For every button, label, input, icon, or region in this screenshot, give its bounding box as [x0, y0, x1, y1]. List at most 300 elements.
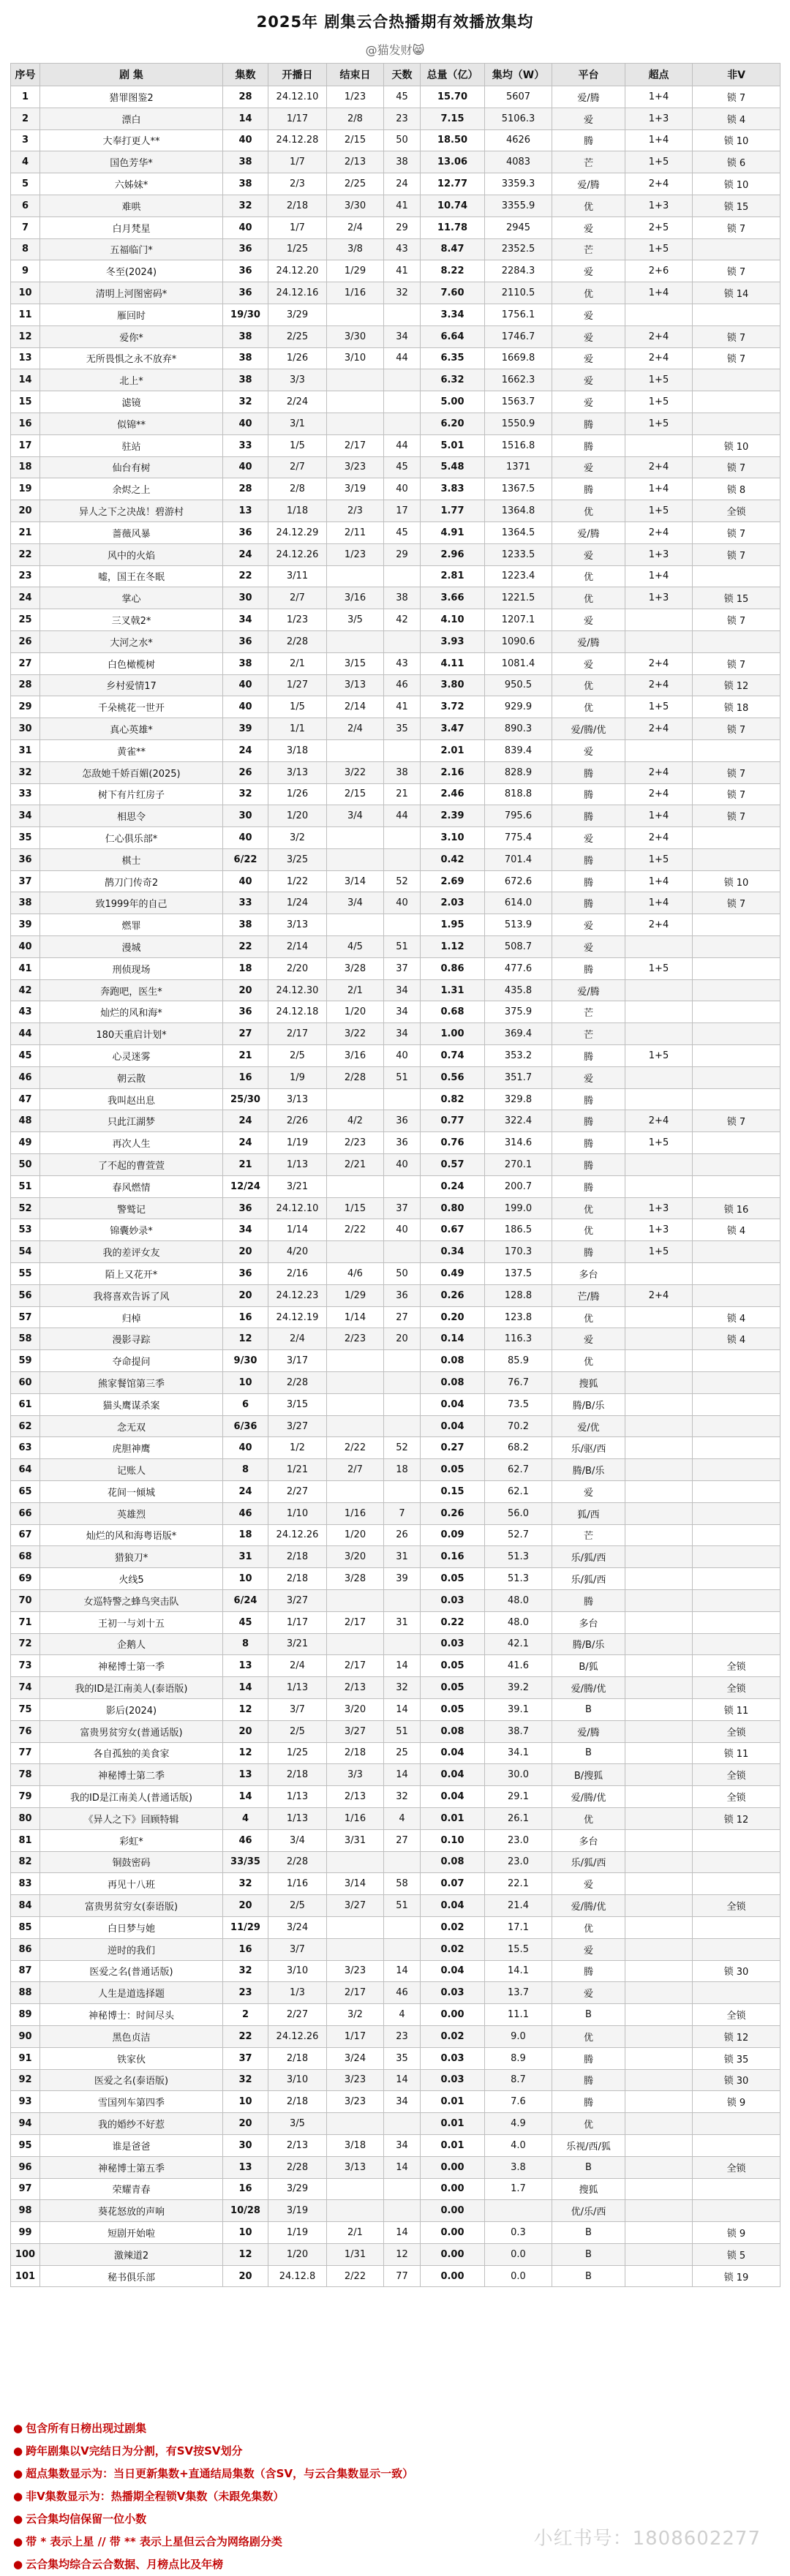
- cell-col-total: 10.74: [421, 195, 485, 216]
- table-row: [11, 848, 780, 870]
- cell-col-title: 树下有片红房子: [40, 783, 223, 805]
- cell-col-super: [625, 1742, 693, 1764]
- cell-col-index: 21: [11, 521, 40, 543]
- cell-col-episodes: 18: [223, 957, 268, 979]
- cell-col-super: 1+4: [625, 565, 693, 587]
- table-row: [11, 1873, 780, 1895]
- cell-col-platform: 爱/腾: [552, 630, 625, 652]
- cell-col-avg: 23.0: [485, 1829, 552, 1851]
- cell-col-total: 0.08: [421, 1372, 485, 1394]
- cell-col-start-date: 24.12.28: [268, 129, 327, 151]
- cell-col-platform: 优: [552, 1219, 625, 1241]
- cell-col-episodes: 32: [223, 2069, 268, 2091]
- cell-col-super: [625, 1393, 693, 1415]
- cell-col-end-date: 2/23: [327, 1132, 384, 1154]
- cell-col-episodes: 14: [223, 108, 268, 129]
- cell-col-index: 53: [11, 1219, 40, 1241]
- cell-col-end-date: 2/8: [327, 108, 384, 129]
- cell-col-episodes: 36: [223, 521, 268, 543]
- note-text: 超点集数显示为：当日更新集数+直通结局集数（含SV，与云合集数显示一致）: [26, 2467, 414, 2480]
- cell-col-total: 0.05: [421, 1568, 485, 1590]
- cell-col-start-date: 2/24: [268, 391, 327, 413]
- cell-col-avg: 1516.8: [485, 434, 552, 456]
- cell-col-start-date: 2/14: [268, 936, 327, 958]
- cell-col-avg: 508.7: [485, 936, 552, 958]
- cell-col-index: 56: [11, 1284, 40, 1306]
- cell-col-total: 2.01: [421, 739, 485, 761]
- cell-col-title: 致1999年的自己: [40, 892, 223, 914]
- cell-col-total: 0.00: [421, 2178, 485, 2200]
- cell-col-platform: 爱: [552, 1066, 625, 1088]
- cell-col-start-date: 2/26: [268, 1110, 327, 1132]
- table-row: [11, 1284, 780, 1306]
- cell-col-index: 3: [11, 129, 40, 151]
- cell-col-episodes: 14: [223, 1677, 268, 1699]
- cell-col-episodes: 20: [223, 1284, 268, 1306]
- cell-col-title: 女巡特警之蜂鸟突击队: [40, 1589, 223, 1611]
- cell-col-avg: 614.0: [485, 892, 552, 914]
- cell-col-total: 2.16: [421, 761, 485, 783]
- cell-col-title: 了不起的曹萱萱: [40, 1154, 223, 1176]
- cell-col-total: 2.39: [421, 805, 485, 827]
- cell-col-super: [625, 1960, 693, 1982]
- cell-col-start-date: 2/7: [268, 587, 327, 609]
- cell-col-end-date: 3/27: [327, 1895, 384, 1917]
- cell-col-total: 0.03: [421, 2047, 485, 2069]
- cell-col-title: 彩虹*: [40, 1829, 223, 1851]
- cell-col-super: 1+5: [625, 1241, 693, 1263]
- table-row: [11, 86, 780, 108]
- cell-col-super: [625, 609, 693, 631]
- cell-col-days: 23: [384, 108, 421, 129]
- cell-col-days: 37: [384, 1197, 421, 1219]
- cell-col-nonv: [693, 2178, 780, 2200]
- cell-col-total: 3.93: [421, 630, 485, 652]
- cell-col-super: [625, 2178, 693, 2200]
- cell-col-total: 0.22: [421, 1611, 485, 1633]
- cell-col-nonv: [693, 2134, 780, 2156]
- cell-col-nonv: [693, 1175, 780, 1197]
- table-row: [11, 1459, 780, 1481]
- cell-col-start-date: 1/18: [268, 500, 327, 522]
- cell-col-end-date: [327, 1350, 384, 1372]
- table-row: [11, 108, 780, 129]
- cell-col-days: 41: [384, 260, 421, 282]
- cell-col-end-date: 1/31: [327, 2243, 384, 2265]
- cell-col-end-date: 2/3: [327, 500, 384, 522]
- cell-col-index: 93: [11, 2091, 40, 2113]
- cell-col-days: [384, 1481, 421, 1503]
- cell-col-episodes: 32: [223, 195, 268, 216]
- cell-col-index: 51: [11, 1175, 40, 1197]
- cell-col-title: 难哄: [40, 195, 223, 216]
- cell-col-super: 2+4: [625, 1284, 693, 1306]
- cell-col-days: 50: [384, 129, 421, 151]
- cell-col-end-date: [327, 630, 384, 652]
- cell-col-platform: 腾: [552, 2047, 625, 2069]
- cell-col-start-date: 1/17: [268, 1611, 327, 1633]
- cell-col-platform: 爱/腾: [552, 979, 625, 1001]
- cell-col-episodes: 38: [223, 325, 268, 347]
- cell-col-index: 71: [11, 1611, 40, 1633]
- cell-col-title: 五福临门*: [40, 238, 223, 260]
- cell-col-total: 0.68: [421, 1001, 485, 1023]
- cell-col-nonv: [693, 1568, 780, 1590]
- cell-col-episodes: 8: [223, 1633, 268, 1655]
- cell-col-index: 76: [11, 1720, 40, 1742]
- cell-col-end-date: 3/23: [327, 1960, 384, 1982]
- cell-col-index: 68: [11, 1546, 40, 1568]
- cell-col-nonv: [693, 238, 780, 260]
- cell-col-nonv: 锁 12: [693, 2025, 780, 2047]
- cell-col-super: [625, 2047, 693, 2069]
- cell-col-avg: 38.7: [485, 1720, 552, 1742]
- cell-col-avg: 26.1: [485, 1807, 552, 1829]
- cell-col-end-date: 1/14: [327, 1306, 384, 1328]
- note-item: [13, 2417, 774, 2440]
- cell-col-total: 0.04: [421, 1895, 485, 1917]
- table-row: [11, 892, 780, 914]
- cell-col-start-date: 2/18: [268, 1546, 327, 1568]
- cell-col-episodes: 24: [223, 1481, 268, 1503]
- cell-col-avg: 39.2: [485, 1677, 552, 1699]
- cell-col-days: 51: [384, 1066, 421, 1088]
- cell-col-platform: 优: [552, 696, 625, 718]
- cell-col-super: 1+5: [625, 848, 693, 870]
- cell-col-start-date: 3/15: [268, 1393, 327, 1415]
- cell-col-total: 4.11: [421, 652, 485, 674]
- cell-col-title: 漫影寻踪: [40, 1328, 223, 1350]
- table-row: [11, 696, 780, 718]
- cell-col-platform: 爱: [552, 347, 625, 369]
- cell-col-index: 48: [11, 1110, 40, 1132]
- bullet-icon: ●: [13, 2467, 23, 2480]
- cell-col-platform: 芒: [552, 238, 625, 260]
- cell-col-total: 6.20: [421, 413, 485, 434]
- cell-col-start-date: 2/13: [268, 2134, 327, 2156]
- cell-col-start-date: 3/13: [268, 1088, 327, 1110]
- cell-col-nonv: [693, 1023, 780, 1045]
- cell-col-platform: 爱: [552, 652, 625, 674]
- cell-col-index: 41: [11, 957, 40, 979]
- cell-col-avg: 929.9: [485, 696, 552, 718]
- cell-col-start-date: 3/24: [268, 1916, 327, 1938]
- cell-col-platform: 芒: [552, 151, 625, 173]
- cell-col-start-date: 1/22: [268, 870, 327, 892]
- cell-col-index: 83: [11, 1873, 40, 1895]
- cell-col-title: 记账人: [40, 1459, 223, 1481]
- cell-col-total: 3.83: [421, 478, 485, 500]
- cell-col-episodes: 36: [223, 630, 268, 652]
- cell-col-start-date: 1/26: [268, 347, 327, 369]
- cell-col-nonv: 锁 7: [693, 216, 780, 238]
- cell-col-start-date: 3/7: [268, 1938, 327, 1960]
- cell-col-end-date: 1/29: [327, 260, 384, 282]
- cell-col-nonv: 锁 7: [693, 456, 780, 478]
- cell-col-avg: 5607: [485, 86, 552, 108]
- cell-col-end-date: 3/23: [327, 456, 384, 478]
- cell-col-title: 企鹅人: [40, 1633, 223, 1655]
- cell-col-nonv: [693, 304, 780, 325]
- cell-col-avg: 4626: [485, 129, 552, 151]
- cell-col-nonv: 全锁: [693, 1895, 780, 1917]
- table-row: [11, 870, 780, 892]
- cell-col-start-date: 2/27: [268, 1481, 327, 1503]
- cell-col-platform: B: [552, 2156, 625, 2178]
- cell-col-end-date: 1/15: [327, 1197, 384, 1219]
- table-row: [11, 391, 780, 413]
- cell-col-platform: 腾: [552, 2069, 625, 2091]
- cell-col-days: 23: [384, 2025, 421, 2047]
- cell-col-total: 3.72: [421, 696, 485, 718]
- cell-col-episodes: 10: [223, 1372, 268, 1394]
- table-row: [11, 2004, 780, 2026]
- cell-col-end-date: 2/18: [327, 1742, 384, 1764]
- cell-col-days: 32: [384, 1786, 421, 1808]
- cell-col-start-date: 2/18: [268, 2091, 327, 2113]
- table-row: [11, 2047, 780, 2069]
- cell-col-total: 3.10: [421, 827, 485, 849]
- cell-col-end-date: [327, 413, 384, 434]
- cell-col-title: 白色橄榄树: [40, 652, 223, 674]
- cell-col-episodes: 33: [223, 892, 268, 914]
- cell-col-start-date: 1/7: [268, 216, 327, 238]
- cell-col-super: [625, 2091, 693, 2113]
- cell-col-platform: 爱/腾: [552, 1720, 625, 1742]
- cell-col-end-date: 2/15: [327, 783, 384, 805]
- cell-col-super: [625, 1786, 693, 1808]
- table-row: [11, 1742, 780, 1764]
- cell-col-avg: 21.4: [485, 1895, 552, 1917]
- cell-col-title: 白日梦与她: [40, 1916, 223, 1938]
- page-title: 2025年 剧集云合热播期有效播放集均: [256, 13, 534, 31]
- cell-col-episodes: 24: [223, 1110, 268, 1132]
- cell-col-index: 90: [11, 2025, 40, 2047]
- cell-col-nonv: 全锁: [693, 1764, 780, 1786]
- cell-col-super: 1+3: [625, 1197, 693, 1219]
- cell-col-nonv: 锁 7: [693, 805, 780, 827]
- cell-col-title: 警鹫记: [40, 1197, 223, 1219]
- cell-col-start-date: 24.12.26: [268, 543, 327, 565]
- cell-col-title: 富贵男贫穷女(普通话版): [40, 1720, 223, 1742]
- cell-col-platform: 腾: [552, 2091, 625, 2113]
- table-row: [11, 2134, 780, 2156]
- cell-col-title: 归棹: [40, 1306, 223, 1328]
- table-row: [11, 216, 780, 238]
- cell-col-start-date: 1/9: [268, 1066, 327, 1088]
- cell-col-index: 98: [11, 2200, 40, 2222]
- table-row: [11, 1241, 780, 1263]
- cell-col-platform: 爱: [552, 1982, 625, 2004]
- cell-col-end-date: 3/10: [327, 347, 384, 369]
- cell-col-start-date: 2/3: [268, 173, 327, 195]
- cell-col-end-date: 3/15: [327, 652, 384, 674]
- cell-col-episodes: 13: [223, 1764, 268, 1786]
- cell-col-super: 1+3: [625, 1219, 693, 1241]
- cell-col-total: 6.64: [421, 325, 485, 347]
- cell-col-avg: 1756.1: [485, 304, 552, 325]
- cell-col-nonv: [693, 1132, 780, 1154]
- cell-col-title: 猎狼刀*: [40, 1546, 223, 1568]
- cell-col-platform: 腾: [552, 1175, 625, 1197]
- cell-col-total: 0.10: [421, 1829, 485, 1851]
- cell-col-days: 14: [384, 2156, 421, 2178]
- cell-col-days: [384, 565, 421, 587]
- cell-col-super: 2+4: [625, 783, 693, 805]
- cell-col-platform: 优: [552, 282, 625, 304]
- cell-col-end-date: 3/16: [327, 587, 384, 609]
- cell-col-nonv: 锁 10: [693, 173, 780, 195]
- cell-col-end-date: [327, 827, 384, 849]
- cell-col-start-date: 1/13: [268, 1154, 327, 1176]
- cell-col-platform: 优: [552, 500, 625, 522]
- table-row: [11, 1960, 780, 1982]
- cell-col-avg: 4.9: [485, 2113, 552, 2135]
- cell-col-index: 101: [11, 2265, 40, 2287]
- cell-col-start-date: 3/1: [268, 413, 327, 434]
- cell-col-start-date: 3/4: [268, 1829, 327, 1851]
- cell-col-avg: 1662.3: [485, 369, 552, 391]
- cell-col-end-date: [327, 2178, 384, 2200]
- cell-col-end-date: [327, 1633, 384, 1655]
- cell-col-episodes: 38: [223, 914, 268, 936]
- header-col-episodes: 集数: [223, 64, 268, 86]
- cell-col-platform: 多台: [552, 1829, 625, 1851]
- header-col-start-date: 开播日: [268, 64, 327, 86]
- cell-col-end-date: [327, 1938, 384, 1960]
- cell-col-days: 36: [384, 1110, 421, 1132]
- note-item: [13, 2553, 774, 2576]
- cell-col-episodes: 24: [223, 543, 268, 565]
- cell-col-title: 棋士: [40, 848, 223, 870]
- table-row: [11, 543, 780, 565]
- cell-col-super: [625, 1546, 693, 1568]
- ranking-table: [10, 63, 780, 2287]
- cell-col-super: 1+5: [625, 500, 693, 522]
- cell-col-end-date: 1/29: [327, 1284, 384, 1306]
- cell-col-total: 4.91: [421, 521, 485, 543]
- cell-col-total: 3.34: [421, 304, 485, 325]
- cell-col-title: 英雄烈: [40, 1502, 223, 1524]
- cell-col-index: 30: [11, 718, 40, 740]
- cell-col-start-date: 1/25: [268, 238, 327, 260]
- cell-col-index: 10: [11, 282, 40, 304]
- cell-col-title: 锦囊妙录*: [40, 1219, 223, 1241]
- cell-col-index: 79: [11, 1786, 40, 1808]
- cell-col-end-date: 3/28: [327, 1568, 384, 1590]
- cell-col-start-date: 1/7: [268, 151, 327, 173]
- cell-col-episodes: 36: [223, 282, 268, 304]
- cell-col-title: 各自孤独的美食家: [40, 1742, 223, 1764]
- table-row: [11, 1437, 780, 1459]
- cell-col-total: 0.56: [421, 1066, 485, 1088]
- cell-col-nonv: 锁 6: [693, 151, 780, 173]
- cell-col-start-date: 2/18: [268, 195, 327, 216]
- cell-col-days: 38: [384, 151, 421, 173]
- cell-col-index: 91: [11, 2047, 40, 2069]
- cell-col-days: [384, 1372, 421, 1394]
- cell-col-end-date: 1/17: [327, 2025, 384, 2047]
- cell-col-episodes: 36: [223, 1263, 268, 1285]
- cell-col-super: [625, 2156, 693, 2178]
- cell-col-days: 43: [384, 238, 421, 260]
- cell-col-avg: 1364.8: [485, 500, 552, 522]
- cell-col-end-date: 3/2: [327, 2004, 384, 2026]
- cell-col-start-date: 1/26: [268, 783, 327, 805]
- cell-col-platform: 爱: [552, 216, 625, 238]
- cell-col-platform: 多台: [552, 1611, 625, 1633]
- cell-col-end-date: 3/18: [327, 2134, 384, 2156]
- cell-col-days: 41: [384, 696, 421, 718]
- cell-col-start-date: 2/20: [268, 957, 327, 979]
- note-text: 包含所有日榜出现过剧集: [26, 2422, 147, 2435]
- cell-col-super: [625, 936, 693, 958]
- cell-col-platform: 腾: [552, 1154, 625, 1176]
- cell-col-total: 0.34: [421, 1241, 485, 1263]
- cell-col-nonv: 锁 35: [693, 2047, 780, 2069]
- cell-col-episodes: 12: [223, 1698, 268, 1720]
- cell-col-start-date: 1/19: [268, 2222, 327, 2244]
- cell-col-platform: 爱: [552, 369, 625, 391]
- cell-col-start-date: 24.12.10: [268, 1197, 327, 1219]
- table-row: [11, 1938, 780, 1960]
- table-row: [11, 1154, 780, 1176]
- cell-col-avg: 85.9: [485, 1350, 552, 1372]
- cell-col-total: 7.15: [421, 108, 485, 129]
- cell-col-title: 余烬之上: [40, 478, 223, 500]
- cell-col-nonv: 锁 15: [693, 587, 780, 609]
- cell-col-platform: 爱/腾: [552, 86, 625, 108]
- cell-col-start-date: 1/10: [268, 1502, 327, 1524]
- cell-col-avg: 52.7: [485, 1524, 552, 1546]
- cell-col-days: [384, 630, 421, 652]
- cell-col-platform: B: [552, 2004, 625, 2026]
- cell-col-nonv: [693, 1524, 780, 1546]
- cell-col-platform: 爱: [552, 260, 625, 282]
- table-row: [11, 979, 780, 1001]
- cell-col-platform: 乐视/西/狐: [552, 2134, 625, 2156]
- cell-col-total: 1.00: [421, 1023, 485, 1045]
- cell-col-end-date: 2/1: [327, 2222, 384, 2244]
- cell-col-nonv: [693, 1546, 780, 1568]
- cell-col-super: 2+4: [625, 325, 693, 347]
- cell-col-super: 2+4: [625, 827, 693, 849]
- cell-col-episodes: 34: [223, 609, 268, 631]
- cell-col-avg: 1081.4: [485, 652, 552, 674]
- cell-col-end-date: 3/28: [327, 957, 384, 979]
- cell-col-title: 漂白: [40, 108, 223, 129]
- cell-col-title: 神秘博士第一季: [40, 1655, 223, 1677]
- cell-col-total: 0.09: [421, 1524, 485, 1546]
- cell-col-total: 1.12: [421, 936, 485, 958]
- cell-col-episodes: 32: [223, 783, 268, 805]
- cell-col-start-date: 24.12.29: [268, 521, 327, 543]
- table-row: [11, 1001, 780, 1023]
- bullet-icon: ●: [13, 2535, 23, 2548]
- table-row: [11, 1524, 780, 1546]
- cell-col-platform: 腾: [552, 1241, 625, 1263]
- cell-col-super: 2+4: [625, 914, 693, 936]
- cell-col-super: [625, 2004, 693, 2026]
- cell-col-end-date: [327, 1393, 384, 1415]
- cell-col-index: 19: [11, 478, 40, 500]
- cell-col-end-date: 3/22: [327, 761, 384, 783]
- cell-col-start-date: 3/11: [268, 565, 327, 587]
- cell-col-days: 40: [384, 478, 421, 500]
- cell-col-end-date: 1/23: [327, 86, 384, 108]
- cell-col-episodes: 21: [223, 1045, 268, 1067]
- cell-col-start-date: 2/17: [268, 1023, 327, 1045]
